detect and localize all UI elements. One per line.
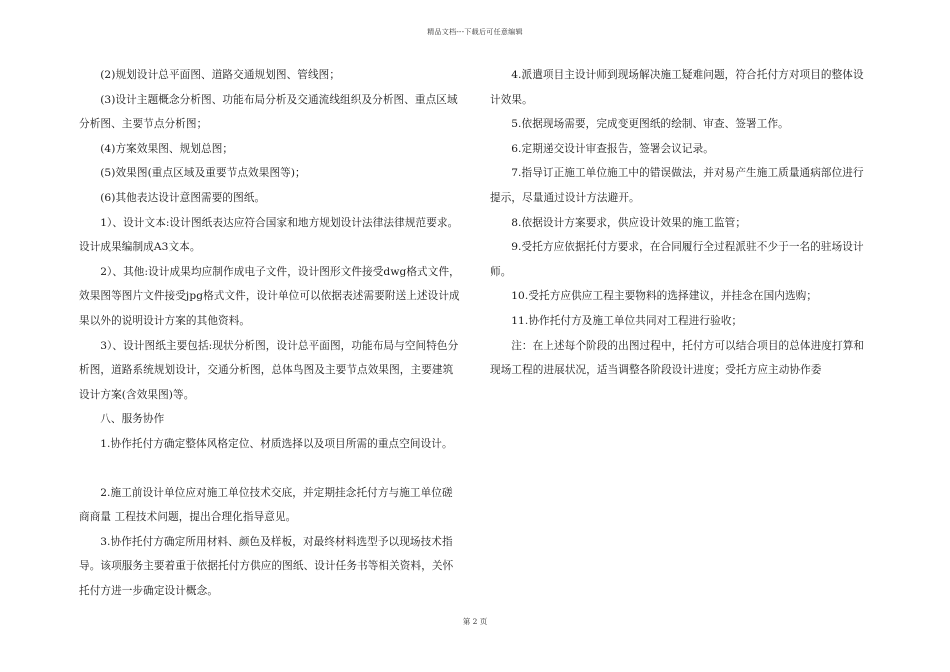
note-paragraph: 注：在上述每个阶段的出图过程中，托付方可以结合项目的总体进度打算和现场工程的进展状况，适当调整各阶段设计进度；受托方应主动协作委 bbox=[490, 339, 865, 377]
paragraph: 1）、设计文本:设计图纸表达应符合国家和地方规划设计法律法律规范要求。设计成果编制成A3文本。 bbox=[79, 216, 459, 254]
paragraph: 8.依据设计方案要求，供应设计效果的施工监管； bbox=[511, 216, 747, 229]
paragraph: (3)设计主题概念分析图、功能布局分析及交通流线组织及分析图、重点区域分析图、主要节点分析图； bbox=[79, 93, 458, 131]
paragraph: (2)规划设计总平面图、道路交通规划图、管线图； bbox=[100, 69, 341, 81]
paragraph: 1.协作托付方确定整体风格定位、材质选择以及项目所需的重点空间设计。 bbox=[100, 437, 453, 450]
paragraph: 11.协作托付方及施工单位共同对工程进行验收； bbox=[511, 314, 743, 327]
paragraph: 6.定期递交设计审查报告，签署会议记录。 bbox=[511, 142, 714, 155]
paragraph: 3.协作托付方确定所用材料、颜色及样板，对最终材料选型予以现场技术指导。该项服务主要着重于依据托付方供应的图纸、设计任务书等相关资料，关怀托付方进一步确定设计概念。 bbox=[79, 535, 454, 597]
page-header: 精品文档---下载后可任意编辑 bbox=[427, 28, 523, 36]
paragraph: (5)效果图(重点区域及重要节点效果图等)； bbox=[100, 167, 306, 180]
paragraph: (4)方案效果图、规划总图； bbox=[100, 142, 234, 155]
paragraph: 9.受托方应依据托付方要求，在合同履行全过程派驻不少于一名的驻场设计师。 bbox=[490, 241, 864, 278]
paragraph: 4.派遣项目主设计师到现场解决施工疑难问题，符合托付方对项目的整体设计效果。 bbox=[490, 69, 864, 106]
paragraph: 5.依据现场需要，完成变更图纸的绘制、审查、签署工作。 bbox=[511, 118, 789, 131]
paragraph: 10.受托方应供应工程主要物料的选择建议，并挂念在国内选购； bbox=[511, 290, 818, 303]
left-column bbox=[79, 63, 461, 603]
page-number: 第 2 页 bbox=[462, 617, 488, 626]
right-column bbox=[490, 63, 874, 383]
paragraph: 3）、设计图纸主要包括:现状分析图，设计总平面图，功能布局与空间特色分析图，道路系统规划设计，交通分析图，总体鸟图及主要节点效果图，主要建筑设计方案(含效果图)等。 bbox=[79, 339, 459, 401]
section-heading: 八、服务协作 bbox=[100, 413, 165, 426]
paragraph: 7.指导订正施工单位施工中的错误做法，并对易产生施工质量通病部位进行提示，尽量通过设计方法避开。 bbox=[490, 167, 864, 204]
paragraph: 2）、其他:设计成果均应制作成电子文件，设计图形文件接受dwg格式文件，效果图等图片文件接受jpg格式文件，设计单位可以依据表述需要附送上述设计成果以外的说明设计方案的其他资料。 bbox=[79, 265, 460, 327]
paragraph: 2.施工前设计单位应对施工单位技术交底，并定期挂念托付方与施工单位磋商商量 工程技术问题，提出合理化指导意见。 bbox=[79, 486, 453, 524]
paragraph: (6)其他表达设计意图需要的图纸。 bbox=[100, 191, 266, 204]
